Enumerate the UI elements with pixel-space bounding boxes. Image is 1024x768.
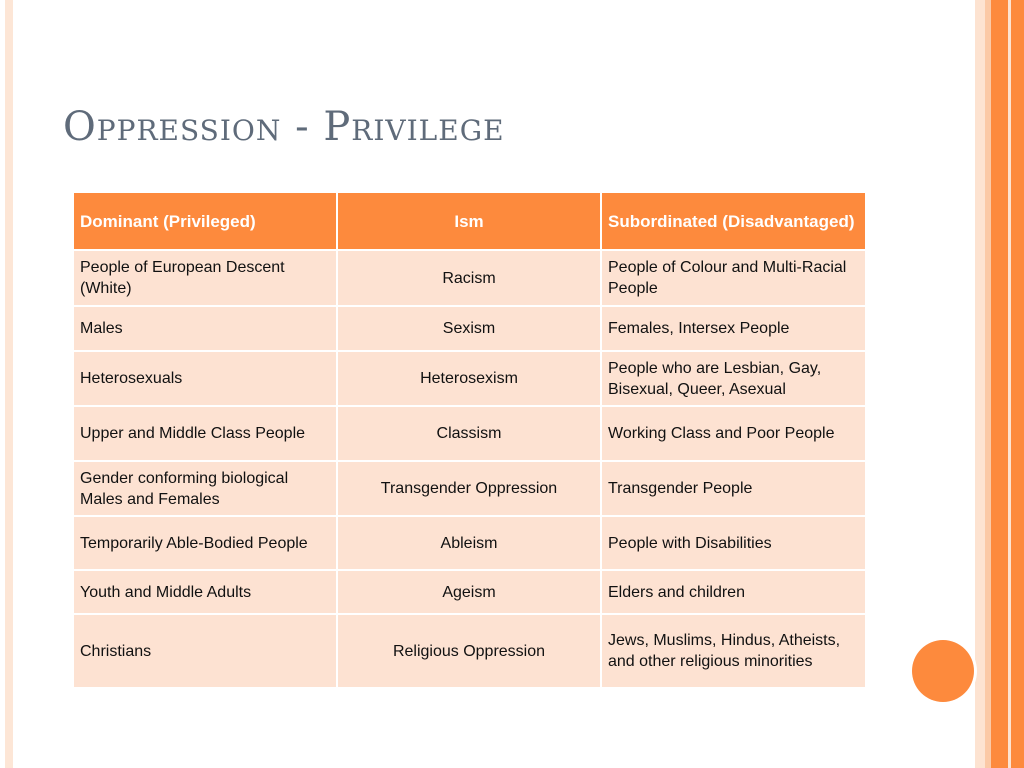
cell-subordinated: Elders and children (601, 570, 866, 614)
cell-dominant: Upper and Middle Class People (73, 406, 337, 461)
right-decorative-stripe-gap (1008, 0, 1011, 768)
table-row (73, 516, 866, 570)
cell-dominant: Christians (73, 614, 337, 688)
cell-ism: Sexism (337, 306, 601, 351)
header-ism: Ism (337, 192, 601, 250)
slide-title: Oppression - Privilege (63, 104, 505, 150)
table-row (73, 351, 866, 406)
cell-dominant: Youth and Middle Adults (73, 570, 337, 614)
cell-subordinated: People who are Lesbian, Gay, Bisexual, Queer, Asexual (601, 351, 866, 406)
cell-ism: Transgender Oppression (337, 461, 601, 516)
cell-ism: Ageism (337, 570, 601, 614)
table-row (73, 570, 866, 614)
table-row (73, 461, 866, 516)
cell-ism: Racism (337, 250, 601, 306)
cell-subordinated: People of Colour and Multi-Racial People (601, 250, 866, 306)
cell-subordinated: Females, Intersex People (601, 306, 866, 351)
cell-ism: Heterosexism (337, 351, 601, 406)
table-row (73, 250, 866, 306)
header-dominant: Dominant (Privileged) (73, 192, 337, 250)
header-subordinated: Subordinated (Disadvantaged) (601, 192, 866, 250)
cell-dominant: Males (73, 306, 337, 351)
cell-subordinated: People with Disabilities (601, 516, 866, 570)
cell-subordinated: Jews, Muslims, Hindus, Atheists, and other religious minorities (601, 614, 866, 688)
cell-dominant: People of European Descent (White) (73, 250, 337, 306)
oppression-privilege-table (72, 191, 867, 689)
cell-subordinated: Working Class and Poor People (601, 406, 866, 461)
table-header-row (73, 192, 866, 250)
cell-ism: Classism (337, 406, 601, 461)
cell-subordinated: Transgender People (601, 461, 866, 516)
left-decorative-stripe (5, 0, 13, 768)
table-row (73, 306, 866, 351)
table-row (73, 614, 866, 688)
right-decorative-stripe-light (975, 0, 985, 768)
table-row (73, 406, 866, 461)
cell-ism: Religious Oppression (337, 614, 601, 688)
cell-dominant: Heterosexuals (73, 351, 337, 406)
cell-dominant: Gender conforming biological Males and Females (73, 461, 337, 516)
cell-dominant: Temporarily Able-Bodied People (73, 516, 337, 570)
cell-ism: Ableism (337, 516, 601, 570)
decorative-circle (912, 640, 974, 702)
